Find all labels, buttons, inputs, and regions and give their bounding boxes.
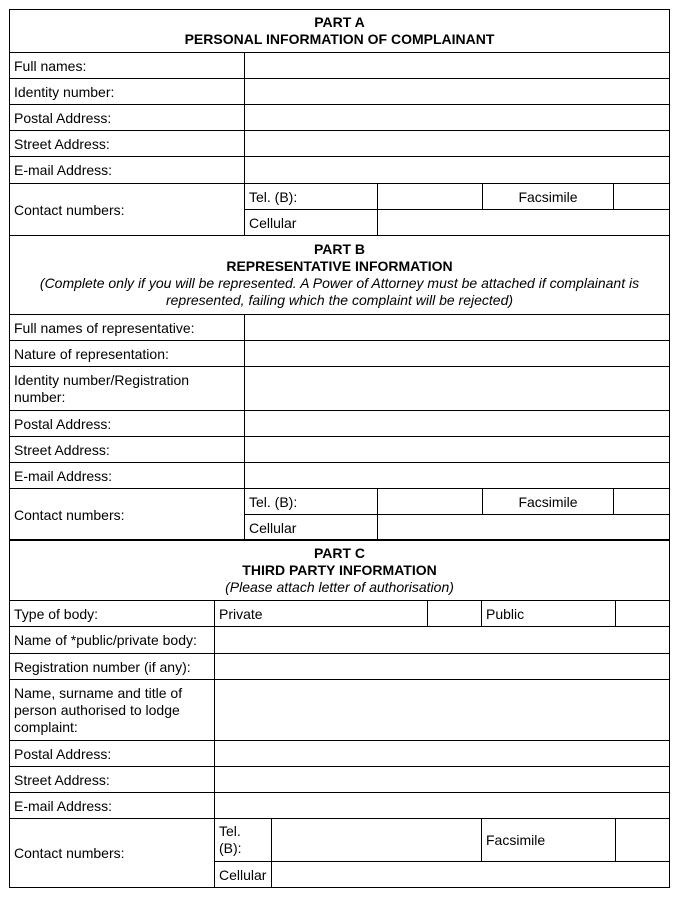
tp-tel-field[interactable] [272, 819, 482, 862]
rep-nature-field[interactable] [245, 341, 670, 367]
identity-number-label: Identity number: [10, 79, 245, 105]
tp-cellular-label: Cellular [215, 862, 272, 888]
tp-facsimile-field[interactable] [616, 819, 670, 862]
rep-postal-address-label: Postal Address: [10, 411, 245, 437]
part-b-note-line1: (Complete only if you will be represented. A Power of Attorney must be attached if complainant is [39, 275, 640, 291]
part-c-table [9, 539, 670, 888]
email-address-label: E-mail Address: [10, 157, 245, 184]
part-c-heading: THIRD PARTY INFORMATION [242, 561, 437, 578]
rep-full-names-label: Full names of representative: [10, 315, 245, 341]
tp-facsimile-label: Facsimile [482, 819, 616, 862]
authorised-person-field[interactable] [215, 680, 670, 741]
part-a-header [10, 10, 670, 53]
rep-contact-numbers-label: Contact numbers: [10, 489, 245, 541]
part-b-heading: REPRESENTATIVE INFORMATION [226, 258, 453, 274]
tp-cellular-field[interactable] [272, 862, 670, 888]
rep-street-address-field[interactable] [245, 437, 670, 463]
part-c-note: (Please attach letter of authorisation) [225, 578, 454, 595]
rep-email-address-field[interactable] [245, 463, 670, 489]
street-address-field[interactable] [245, 131, 670, 157]
rep-cellular-field[interactable] [378, 515, 670, 541]
rep-full-names-field[interactable] [245, 315, 670, 341]
registration-number-field[interactable] [215, 654, 670, 680]
tel-label: Tel. (B): [245, 184, 378, 210]
rep-nature-label: Nature of representation: [10, 341, 245, 367]
cellular-label: Cellular [245, 210, 378, 236]
rep-facsimile-label: Facsimile [483, 489, 614, 515]
authorised-person-label: Name, surname and title of person authorised to lodge complaint: [10, 680, 215, 741]
private-option-box[interactable] [428, 601, 482, 627]
part-a-table [9, 9, 670, 236]
tp-tel-label: Tel. (B): [215, 819, 272, 862]
body-name-label: Name of *public/private body: [10, 627, 215, 654]
facsimile-field[interactable] [614, 184, 670, 210]
rep-cellular-label: Cellular [245, 515, 378, 541]
public-option-box[interactable] [616, 601, 670, 627]
tp-email-address-label: E-mail Address: [10, 793, 215, 819]
part-b-note-line2: represented, failing which the complaint will be rejected) [165, 292, 514, 308]
email-address-field[interactable] [245, 157, 670, 184]
private-option-label: Private [215, 601, 428, 627]
part-c-header [10, 540, 670, 601]
rep-tel-label: Tel. (B): [245, 489, 378, 515]
full-names-field[interactable] [245, 53, 670, 79]
tp-street-address-label: Street Address: [10, 767, 215, 793]
rep-identity-field[interactable] [245, 367, 670, 411]
postal-address-field[interactable] [245, 105, 670, 131]
part-b-table [9, 235, 670, 541]
tp-street-address-field[interactable] [215, 767, 670, 793]
identity-number-field[interactable] [245, 79, 670, 105]
tp-postal-address-field[interactable] [215, 741, 670, 767]
rep-tel-field[interactable] [378, 489, 483, 515]
part-a-heading: PERSONAL INFORMATION OF COMPLAINANT [184, 31, 495, 47]
full-names-label: Full names: [10, 53, 245, 79]
rep-email-address-label: E-mail Address: [10, 463, 245, 489]
rep-identity-label: Identity number/Registration number: [10, 367, 245, 411]
postal-address-label: Postal Address: [10, 105, 245, 131]
tp-postal-address-label: Postal Address: [10, 741, 215, 767]
type-of-body-label: Type of body: [10, 601, 215, 627]
registration-number-label: Registration number (if any): [10, 654, 215, 680]
cellular-field[interactable] [378, 210, 670, 236]
part-a-title: PART A [314, 14, 365, 30]
tp-email-address-field[interactable] [215, 793, 670, 819]
part-c-title: PART C [313, 544, 366, 561]
rep-postal-address-field[interactable] [245, 411, 670, 437]
street-address-label: Street Address: [10, 131, 245, 157]
public-option-label: Public [482, 601, 616, 627]
body-name-field[interactable] [215, 627, 670, 654]
rep-street-address-label: Street Address: [10, 437, 245, 463]
part-b-header [10, 236, 670, 315]
part-b-title: PART B [313, 241, 366, 257]
tp-contact-numbers-label: Contact numbers: [10, 819, 215, 888]
tel-field[interactable] [378, 184, 483, 210]
rep-facsimile-field[interactable] [614, 489, 670, 515]
facsimile-label: Facsimile [483, 184, 614, 210]
contact-numbers-label: Contact numbers: [10, 184, 245, 236]
